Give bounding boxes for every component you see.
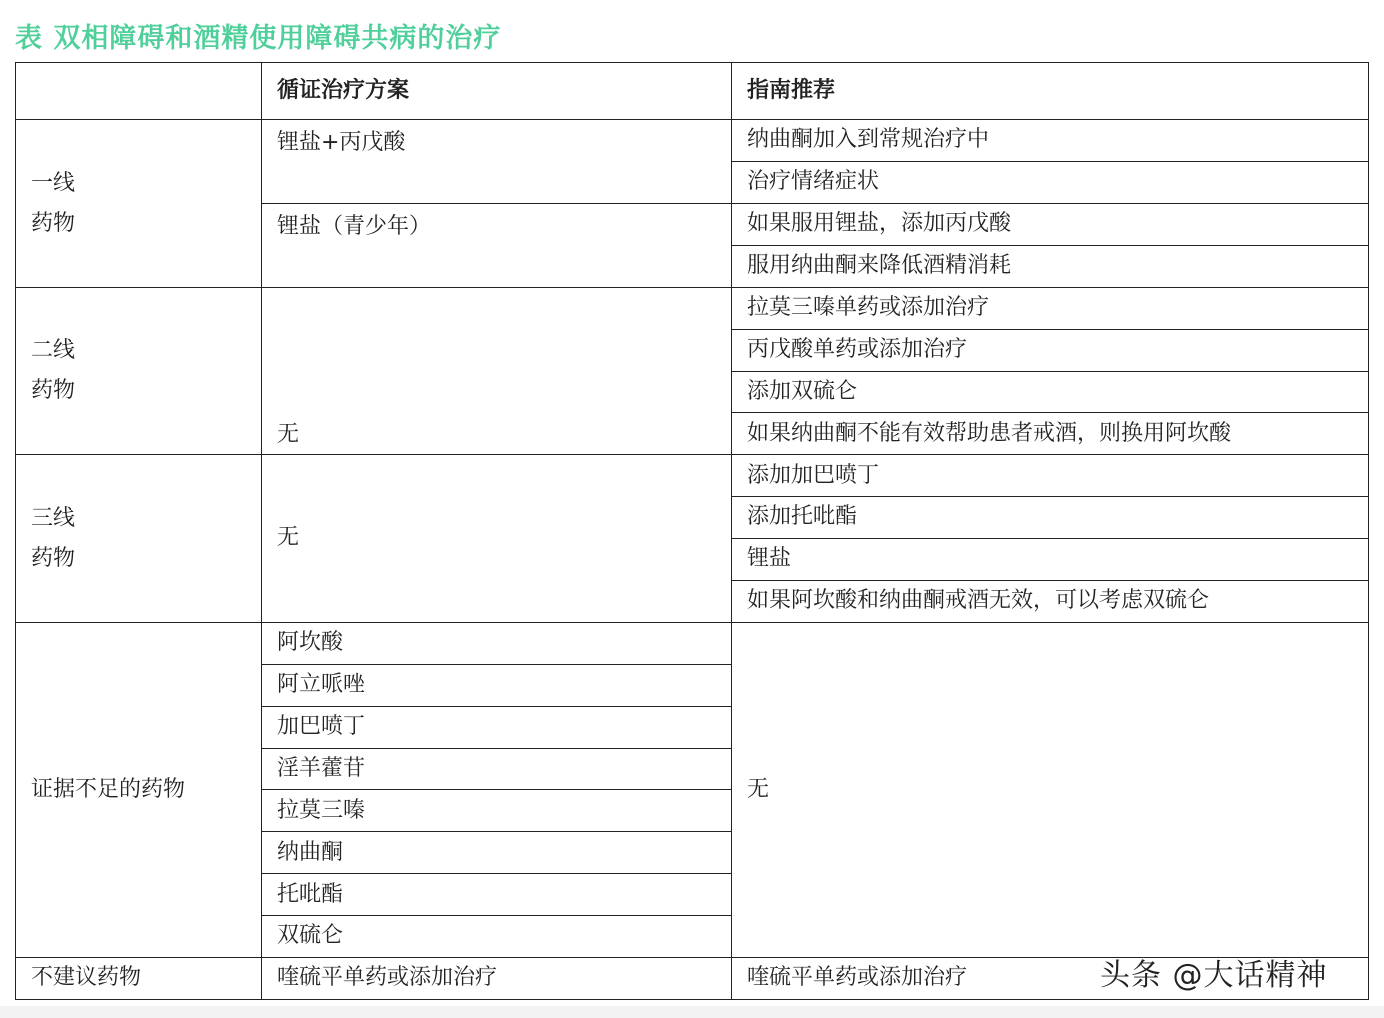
header-guideline-cell: 指南推荐	[732, 63, 1369, 120]
treatment-table	[15, 62, 1369, 1000]
header-evidence-cell: 循证治疗方案	[262, 63, 732, 120]
table-row	[16, 120, 1369, 162]
evidence-cell: 淫羊藿苷	[262, 748, 732, 790]
guideline-cell: 如果阿坎酸和纳曲酮戒酒无效，可以考虑双硫仑	[732, 581, 1369, 623]
category-cell-first-line	[16, 120, 262, 288]
evidence-cell: 锂盐+丙戊酸	[262, 120, 732, 204]
evidence-cell: 加巴喷丁	[262, 706, 732, 748]
category-label: 药物	[31, 545, 76, 571]
evidence-cell: 无	[262, 455, 732, 623]
evidence-cell: 喹硫平单药或添加治疗	[262, 958, 732, 1000]
category-cell-insufficient: 证据不足的药物	[16, 622, 262, 957]
category-cell-not-recommended: 不建议药物	[16, 958, 262, 1000]
evidence-cell: 阿坎酸	[262, 622, 732, 664]
evidence-cell: 托吡酯	[262, 874, 732, 916]
table-header-row	[16, 63, 1369, 120]
guideline-cell: 锂盐	[732, 539, 1369, 581]
guideline-cell: 如果服用锂盐，添加丙戊酸	[732, 204, 1369, 246]
evidence-cell: 阿立哌唑	[262, 664, 732, 706]
table-row	[16, 287, 1369, 329]
category-label: 药物	[31, 210, 76, 236]
guideline-cell: 添加托吡酯	[732, 497, 1369, 539]
category-label: 药物	[31, 378, 76, 404]
category-cell-third-line	[16, 455, 262, 623]
evidence-cell: 拉莫三嗪	[262, 790, 732, 832]
guideline-cell: 纳曲酮加入到常规治疗中	[732, 120, 1369, 162]
table-title: 表 双相障碍和酒精使用障碍共病的治疗	[15, 23, 502, 54]
guideline-cell: 添加双硫仑	[732, 371, 1369, 413]
guideline-cell: 添加加巴喷丁	[732, 455, 1369, 497]
guideline-cell: 服用纳曲酮来降低酒精消耗	[732, 245, 1369, 287]
category-label: 二线	[31, 338, 76, 364]
evidence-cell: 无	[262, 287, 732, 455]
guideline-cell: 拉莫三嗪单药或添加治疗	[732, 287, 1369, 329]
table-row	[16, 455, 1369, 497]
category-label: 一线	[31, 170, 76, 196]
evidence-cell: 锂盐（青少年）	[262, 204, 732, 288]
bottom-strip	[0, 1006, 1384, 1018]
guideline-cell: 无	[732, 622, 1369, 957]
category-cell-second-line	[16, 287, 262, 455]
category-label: 三线	[31, 505, 76, 531]
guideline-cell: 丙戊酸单药或添加治疗	[732, 329, 1369, 371]
header-category-cell	[16, 63, 262, 120]
evidence-cell: 纳曲酮	[262, 832, 732, 874]
guideline-cell: 如果纳曲酮不能有效帮助患者戒酒，则换用阿坎酸	[732, 413, 1369, 455]
guideline-cell: 治疗情绪症状	[732, 162, 1369, 204]
table-row	[16, 622, 1369, 664]
watermark-text: 头条 @大话精神	[1100, 958, 1328, 993]
guideline-cell: 喹硫平单药或添加治疗	[732, 958, 1369, 1000]
evidence-cell: 双硫仑	[262, 916, 732, 958]
